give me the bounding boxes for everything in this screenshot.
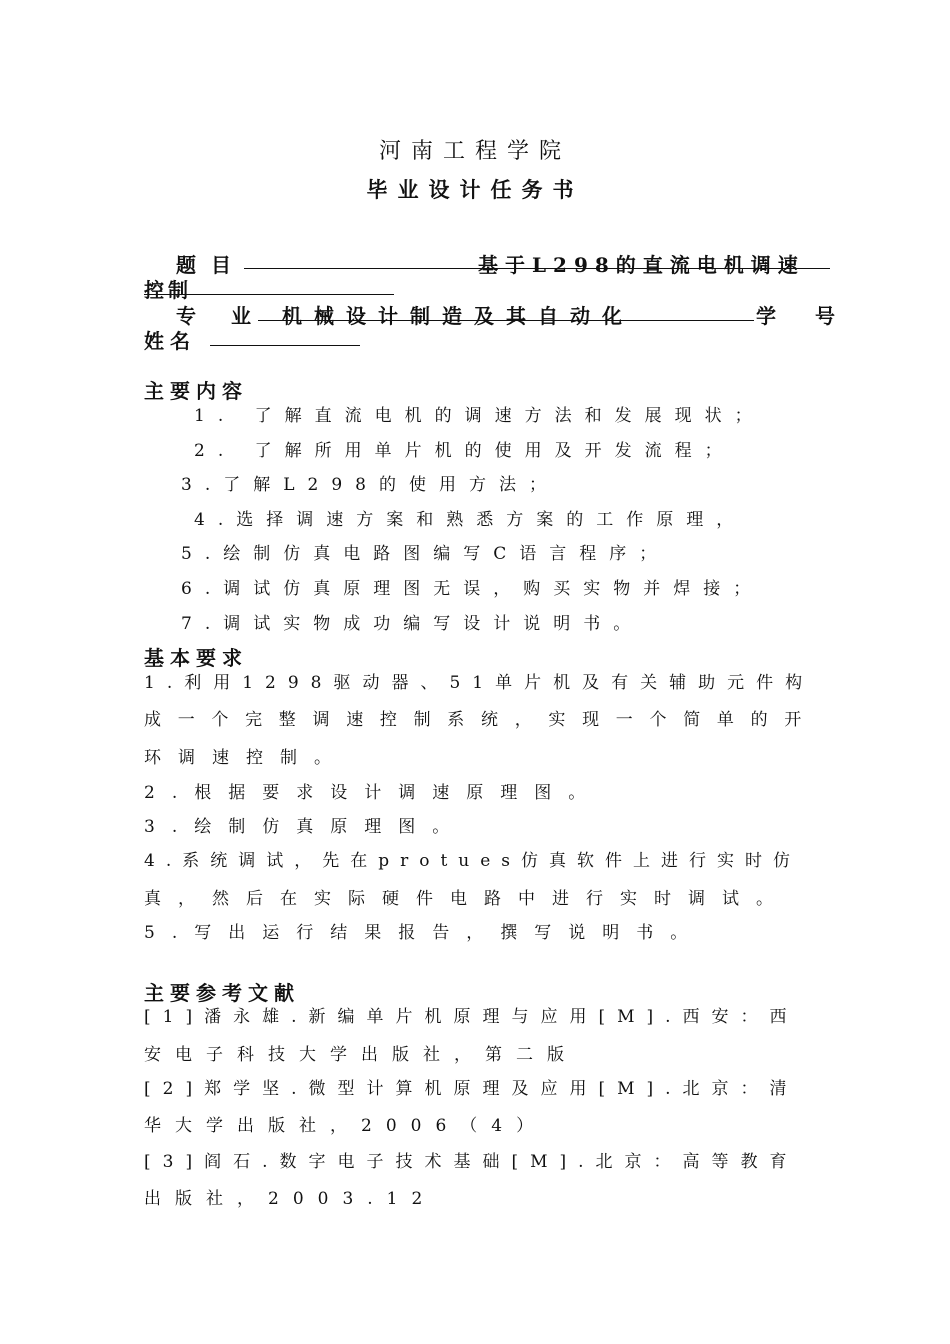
- reference-line: [2]郑学坚.微型计算机原理及应用[M].北京：清: [144, 1079, 799, 1099]
- main-content-heading: 主要内容: [144, 379, 248, 403]
- content-item: 5.绘制仿真电路图编写C语言程序；: [181, 544, 670, 564]
- topic-label: 题 目: [176, 253, 235, 277]
- requirement-line: 2.根据要求设计调速原理图。: [144, 783, 603, 803]
- student-id-label: 学 号: [756, 304, 851, 328]
- name-label: 姓名: [144, 329, 196, 353]
- reference-line: [3]阎石.数字电子技术基础[M].北京：高等教育: [144, 1152, 799, 1172]
- content-item: 6.调试仿真原理图无误，购买实物并焊接；: [181, 579, 764, 599]
- references-heading: 主要参考文献: [144, 981, 300, 1005]
- content-item: 7.调试实物成功编写设计说明书。: [181, 614, 644, 634]
- document-title: 毕业设计任务书: [366, 177, 584, 202]
- topic-underline-2: [144, 294, 394, 295]
- major-label: 专 业: [176, 304, 265, 328]
- requirement-line: 环调速控制。: [144, 748, 348, 768]
- reference-line: 华大学出版社，2006（4）: [144, 1116, 548, 1136]
- content-item: 1. 了解直流电机的调速方法和发展现状；: [194, 406, 765, 426]
- requirement-line: 1.利用1298驱动器、51单片机及有关辅助元件构: [144, 673, 815, 693]
- requirement-line: 4.系统调试，先在protues仿真软件上进行实时仿: [144, 851, 802, 871]
- topic-value-line2: 控制: [144, 278, 192, 302]
- requirements-heading: 基本要求: [144, 646, 248, 670]
- name-underline: [210, 345, 360, 346]
- major-value: 机械设计制造及其自动化: [282, 304, 634, 328]
- reference-line: 安电子科技大学出版社，第二版: [144, 1045, 578, 1065]
- requirement-line: 5.写出运行结果报告，撰写说明书。: [144, 923, 705, 943]
- requirement-line: 3.绘制仿真原理图。: [144, 817, 467, 837]
- content-item: 2. 了解所用单片机的使用及开发流程；: [194, 441, 735, 461]
- topic-value-line1: 基于L298的直流电机调速: [478, 253, 805, 277]
- reference-line: 出版社，2003.12: [144, 1189, 437, 1209]
- requirement-line: 真，然后在实际硬件电路中进行实时调试。: [144, 889, 790, 909]
- reference-line: [1]潘永雄.新编单片机原理与应用[M].西安：西: [144, 1007, 799, 1027]
- content-item: 4.选择调速方案和熟悉方案的工作原理，: [194, 510, 747, 530]
- school-name: 河南工程学院: [378, 139, 571, 164]
- content-item: 3.了解L298的使用方法；: [181, 475, 559, 495]
- requirement-line: 成一个完整调速控制系统，实现一个简单的开: [144, 710, 818, 730]
